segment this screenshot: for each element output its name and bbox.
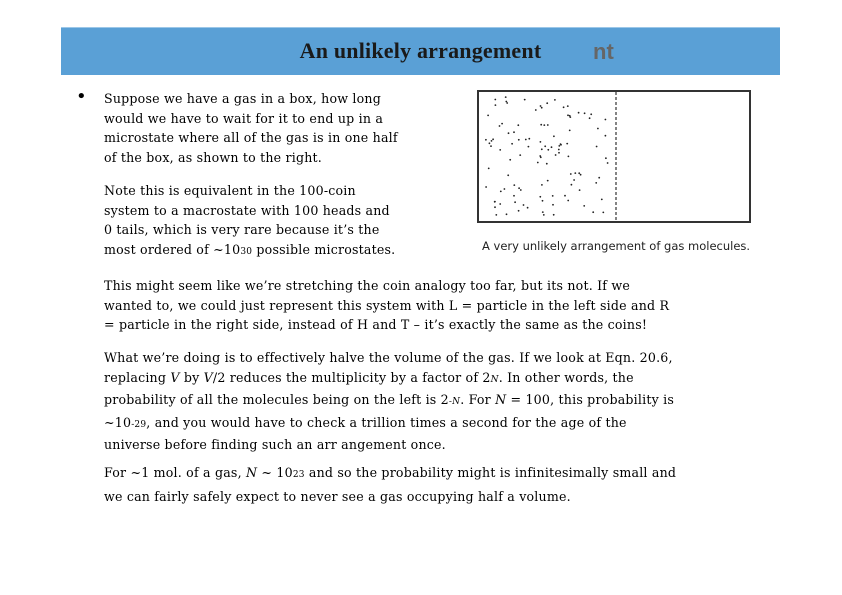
paragraph-analogy — [104, 276, 669, 335]
gas-molecule-dot — [553, 214, 555, 216]
gas-molecule-dot — [546, 102, 548, 104]
gas-molecule-dot — [520, 189, 522, 191]
gas-molecule-dot — [541, 107, 543, 109]
text-line: microstate where all of the gas is in one half — [104, 130, 398, 145]
gas-molecule-dot — [500, 191, 502, 193]
gas-molecule-dot — [578, 112, 580, 114]
gas-molecule-dot — [543, 214, 545, 216]
gas-molecule-dot — [499, 125, 501, 127]
gas-molecule-dot — [555, 154, 557, 156]
gas-molecule-dot — [494, 201, 496, 203]
paragraph-mole — [104, 462, 676, 507]
text-line: This might seem like we’re stretching the coin analogy too far, but its not. If we — [104, 278, 630, 293]
gas-molecule-dot — [494, 206, 496, 208]
gas-molecule-dot — [592, 211, 594, 213]
slide-title: An unlikely arrangement — [299, 38, 542, 63]
gas-molecule-dot — [527, 207, 529, 209]
gas-molecule-dot — [558, 149, 560, 151]
gas-molecule-dot — [513, 184, 515, 186]
gas-molecule-dot — [573, 179, 575, 181]
text-line: we can fairly safely expect to never see a gas occupying half a volume. — [104, 489, 571, 504]
gas-molecule-dot — [546, 163, 548, 165]
figure-caption: A very unlikely arrangement of gas molecules. — [482, 239, 751, 253]
gas-molecule-dot — [492, 138, 494, 140]
gas-molecule-dot — [485, 139, 487, 141]
gas-molecule-dot — [552, 195, 554, 197]
text-line: 0 tails, which is very rare because it’s the — [104, 222, 380, 237]
gas-molecule-dot — [605, 135, 607, 137]
paragraph-intro — [104, 89, 398, 167]
bullet-marker: • — [76, 86, 87, 107]
gas-molecule-dot — [543, 124, 545, 126]
gas-molecule-dot — [569, 130, 571, 132]
gas-molecule-dot — [507, 174, 509, 176]
gas-molecule-dot — [558, 152, 560, 154]
gas-molecule-dot — [537, 162, 539, 164]
gas-molecule-dot — [518, 210, 520, 212]
gas-molecule-dot — [541, 148, 543, 150]
gas-molecule-dot — [518, 187, 520, 189]
gas-molecule-dot — [524, 99, 526, 101]
gas-molecule-dot — [563, 106, 565, 108]
text-line: of the box, as shown to the right. — [104, 149, 323, 165]
gas-molecule-dot — [541, 184, 543, 186]
gas-molecule-dot — [491, 140, 493, 142]
paragraph-probability — [104, 348, 674, 455]
gas-molecule-dot — [580, 174, 582, 176]
gas-molecule-dot — [605, 157, 607, 159]
gas-molecule-dot — [566, 143, 568, 145]
gas-molecule-dot — [558, 145, 560, 147]
gas-molecule-dot — [489, 142, 491, 144]
gas-molecule-dot — [571, 184, 573, 186]
gas-molecule-dot — [539, 196, 541, 198]
gas-molecule-dot — [560, 143, 562, 145]
gas-molecule-dot — [602, 212, 604, 214]
gas-molecule-dot — [514, 201, 516, 203]
gas-molecule-dot — [569, 116, 571, 118]
gas-molecule-dot — [540, 124, 542, 126]
gas-molecule-dot — [547, 180, 549, 182]
gas-molecule-dot — [567, 114, 569, 116]
gas-molecule-dot — [598, 177, 600, 179]
gas-molecule-dot — [517, 124, 519, 126]
gas-molecule-dot — [495, 214, 497, 216]
text-line: Suppose we have a gas in a box, how long — [104, 91, 382, 106]
gas-molecule-dot — [596, 146, 598, 148]
gas-molecule-dot — [540, 105, 542, 107]
gas-molecule-dot — [551, 146, 553, 148]
gas-molecule-dot — [513, 195, 515, 197]
gas-molecule-dot — [579, 189, 581, 191]
gas-molecule-dot — [490, 145, 492, 147]
gas-molecule-dot — [505, 96, 507, 98]
gas-molecule-dot — [523, 204, 525, 206]
gas-molecule-dot — [506, 213, 508, 215]
gas-molecule-dot — [590, 113, 592, 115]
text-line: universe before finding such an arr angement once. — [104, 437, 446, 452]
gas-molecule-dot — [570, 173, 572, 175]
gas-molecule-dot — [499, 203, 501, 205]
gas-molecule-dot — [564, 195, 566, 197]
gas-molecule-dot — [553, 135, 555, 137]
gas-molecule-dot — [535, 109, 537, 111]
gas-molecules-diagram — [479, 92, 749, 221]
gas-molecule-dot — [583, 205, 585, 207]
gas-molecule-dot — [488, 168, 490, 170]
gas-molecule-dot — [494, 99, 496, 101]
title-ghost-text: nt — [593, 39, 614, 64]
gas-molecule-dot — [518, 139, 520, 141]
gas-molecule-dot — [554, 99, 556, 101]
gas-molecule-dot — [542, 200, 544, 202]
gas-molecule-dot — [542, 211, 544, 213]
gas-molecule-dot — [547, 124, 549, 126]
gas-molecule-dot — [525, 139, 527, 141]
gas-molecule-dot — [578, 172, 580, 174]
gas-molecule-dot — [595, 182, 597, 184]
gas-molecule-dot — [504, 188, 506, 190]
gas-molecule-dot — [519, 154, 521, 156]
text-line: What we’re doing is to effectively halve the volume of the gas. If we look at Eqn. 20.6, — [104, 350, 673, 365]
gas-molecule-dot — [584, 112, 586, 114]
gas-molecule-dot — [597, 128, 599, 130]
gas-molecule-dot — [501, 123, 503, 125]
gas-molecule-dot — [528, 146, 530, 148]
title-bar — [61, 27, 780, 75]
gas-molecule-dot — [528, 138, 530, 140]
text-line: For ~1 mol. of a gas, N ~ 1023 and so the probability might is infinitesimally small and — [104, 465, 677, 480]
gas-molecule-dot — [547, 149, 549, 151]
text-line: probability of all the molecules being on the left is 2-N. For N = 100, this probability is — [104, 392, 675, 407]
gas-molecule-dot — [487, 115, 489, 117]
text-line: = particle in the right side, instead of H and T – it’s exactly the same as the coins! — [104, 317, 648, 332]
gas-molecule-dot — [509, 159, 511, 161]
gas-molecule-dot — [568, 156, 570, 158]
text-line: would we have to wait for it to end up in a — [104, 110, 384, 126]
text-line: replacing V by V/2 reduces the multiplicity by a factor of 2N. In other words, the — [104, 369, 634, 385]
gas-molecule-dot — [607, 162, 609, 164]
gas-molecule-dot — [539, 155, 541, 157]
gas-molecule-dot — [511, 143, 513, 145]
gas-molecule-dot — [601, 199, 603, 201]
gas-molecule-dot — [499, 149, 501, 151]
gas-molecule-dot — [567, 200, 569, 202]
gas-molecule-dot — [544, 145, 546, 147]
paragraph-coin-note — [104, 181, 395, 262]
gas-molecule-dot — [513, 131, 515, 133]
gas-molecule-dot — [495, 104, 497, 106]
gas-molecule-dot — [574, 172, 576, 174]
gas-molecule-dot — [605, 119, 607, 121]
text-line: ~10-29, and you would have to check a trillion times a second for the age of the — [104, 414, 627, 430]
text-line: system to a macrostate with 100 heads and — [104, 202, 390, 218]
text-line: wanted to, we could just represent this system with L = particle in the left side and R — [104, 297, 670, 313]
gas-molecule-dot — [506, 102, 508, 104]
gas-molecule-dot — [485, 186, 487, 188]
gas-molecule-dot — [567, 105, 569, 107]
text-line: Note this is equivalent in the 100-coin — [104, 183, 356, 198]
gas-molecule-dot — [508, 132, 510, 134]
gas-molecule-dot — [589, 117, 591, 119]
gas-molecule-dot — [552, 204, 554, 206]
gas-box-figure — [477, 90, 751, 223]
gas-molecule-dot — [540, 141, 542, 143]
text-line: most ordered of ~1030 possible microstates. — [104, 241, 396, 257]
gas-molecule-dot — [505, 101, 507, 103]
